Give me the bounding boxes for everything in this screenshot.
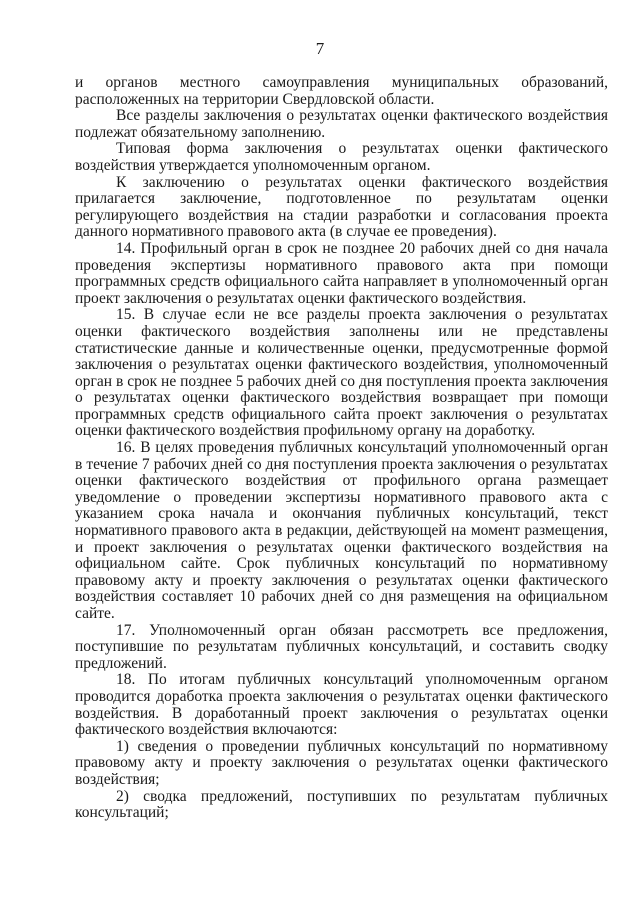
paragraph-item-17: 17. Уполномоченный орган обязан рассмотреть все предложения, поступившие по результатам публичных консультаций, и составить сводку предложений. (75, 621, 608, 672)
paragraph-subitem-1: 1) сведения о проведении публичных консультаций по нормативному правовому акту и проекту заключения о результатах оценки фактического воздействия; (75, 737, 608, 788)
paragraph-item-18: 18. По итогам публичных консультаций уполномоченным органом проводится доработка проекта заключения о результатах оценки фактического воздействия. В доработанный проект заключения о результатах оценки фактического воздействия включаются: (75, 671, 608, 739)
paragraph-attachment: К заключению о результатах оценки фактического воздействия прилагается заключение, подготовленное по результатам оценки регулирующего воздействия на стадии разработки и согласования проекта данного нормативного правового акта (в случае ее проведения). (75, 173, 608, 241)
paragraph-continuation: и органов местного самоуправления муниципальных образований, расположенных на территории Свердловской области. (75, 74, 608, 108)
paragraph-item-16: 16. В целях проведения публичных консультаций уполномоченный орган в течение 7 рабочих дней со дня поступления проекта заключения о результатах оценки фактического воздействия от профильного органа размещает уведомление о проведении экспертизы нормативного правового акта с указанием срока начала и окончания публичных консультаций, текст нормативного правового акта в редакции, действующей на момент размещения, и проект заключения о результатах оценки фактического воздействия на официальном сайте. Срок публичных консультаций по нормативному правовому акту и проекту заключения о результатах оценки фактического воздействия составляет 10 рабочих дней со дня размещения на официальном сайте. (75, 439, 608, 622)
page-number: 7 (315, 39, 325, 58)
document-body (75, 75, 608, 822)
paragraph-item-14: 14. Профильный орган в срок не позднее 20 рабочих дней со дня начала проведения экспертизы нормативного правового акта при помощи программных средств официального сайта направляет в уполномоченный орган проект заключения о результатах оценки фактического воздействия. (75, 239, 608, 307)
paragraph-subitem-2: 2) сводка предложений, поступивших по результатам публичных консультаций; (75, 787, 608, 822)
paragraph-item-15: 15. В случае если не все разделы проекта заключения о результатах оценки фактического воздействия заполнены или не представлены статистические данные и количественные оценки, предусмотренные формой заключения о результатах оценки фактического воздействия, уполномоченный орган в срок не позднее 5 рабочих дней со дня поступления проекта заключения о результатах оценки фактического воздействия возвращает при помощи программных средств официального сайта проект заключения о результатах оценки фактического воздействия профильному органу на доработку. (75, 306, 608, 440)
paragraph-standard-form: Типовая форма заключения о результатах оценки фактического воздействия утверждается уполномоченным органом. (75, 140, 608, 174)
paragraph-sections-mandatory: Все разделы заключения о результатах оценки фактического воздействия подлежат обязательному заполнению. (75, 107, 608, 141)
